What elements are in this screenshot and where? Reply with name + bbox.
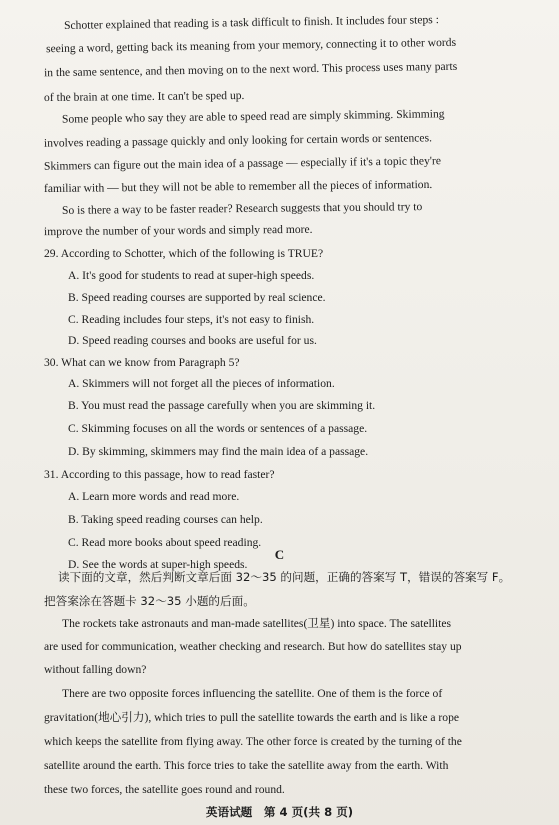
section-c-instruction-2: 把答案涂在答题卡 32～35 小题的后面。: [44, 594, 255, 608]
q30-option-d: D. By skimming, skimmers may find the main idea of a passage.: [68, 445, 369, 458]
p6-line-1: So is there a way to be faster reader? Research suggests that you should try to: [61, 200, 423, 217]
q31-stem: 31. According to this passage, how to read faster?: [44, 468, 275, 481]
q31-option-b: B. Taking speed reading courses can help.: [68, 513, 263, 526]
q29-option-a: A. It's good for students to read at super-high speeds.: [68, 269, 315, 282]
p5-line-3: Skimmers can figure out the main idea of a passage — especially if it's a topic they're: [43, 154, 442, 173]
q30-stem: 30. What can we know from Paragraph 5?: [44, 356, 240, 369]
q29-option-b: B. Speed reading courses are supported by real science.: [68, 291, 326, 304]
c-p2-line-5: these two forces, the satellite goes round and round.: [44, 783, 285, 796]
p4-line-2: seeing a word, getting back its meaning from your memory, connecting it to other words: [45, 35, 457, 56]
q29-stem: 29. According to Schotter, which of the following is TRUE?: [44, 247, 324, 260]
q31-option-c: C. Read more books about speed reading.: [68, 536, 262, 549]
q30-option-c: C. Skimming focuses on all the words or sentences of a passage.: [68, 422, 368, 435]
p4-line-1: Schotter explained that reading is a task difficult to finish. It includes four steps :: [63, 13, 439, 32]
p4-line-4: of the brain at one time. It can't be sped up.: [43, 88, 245, 105]
q30-option-a: A. Skimmers will not forget all the pieces of information.: [68, 377, 335, 390]
q31-option-d: D. See the words at super-high speeds.: [68, 558, 248, 571]
p4-line-3: in the same sentence, and then moving on to the next word. This process uses many parts: [43, 59, 458, 80]
c-p2-line-1: There are two opposite forces influencing the satellite. One of them is the force of: [62, 687, 443, 700]
q31-option-a: A. Learn more words and read more.: [68, 490, 240, 503]
p5-line-4: familiar with — but they will not be able to remember all the pieces of information.: [43, 177, 433, 196]
c-p1-line-3: without falling down?: [44, 663, 147, 676]
c-p2-line-2: gravitation(地心引力), which tries to pull the satellite towards the earth and is like a rope: [44, 711, 460, 724]
c-p2-line-4: satellite around the earth. This force tries to take the satellite away from the earth. With: [44, 759, 449, 772]
p6-line-2: improve the number of your words and simply read more.: [43, 222, 313, 239]
p5-line-1: Some people who say they are able to speed read are simply skimming. Skimming: [61, 107, 445, 126]
section-c-heading: C: [274, 547, 285, 562]
c-p1-line-1: The rockets take astronauts and man-made satellites(卫星) into space. The satellites: [62, 617, 452, 630]
q29-option-d: D. Speed reading courses and books are useful for us.: [68, 334, 317, 347]
p5-line-2: involves reading a passage quickly and only looking for certain words or sentences.: [43, 131, 433, 150]
q30-option-b: B. You must read the passage carefully when you are skimming it.: [68, 399, 376, 412]
page-footer: 英语试题 第 4 页(共 8 页): [205, 805, 354, 819]
section-c-instruction-1: 读下面的文章，然后判断文章后面 32～35 的问题，正确的答案写 T，错误的答案写 F。: [58, 570, 511, 584]
c-p1-line-2: are used for communication, weather checking and research. But how do satellites stay up: [44, 640, 462, 653]
q29-option-c: C. Reading includes four steps, it's not easy to finish.: [68, 313, 315, 326]
c-p2-line-3: which keeps the satellite from flying away. The other force is created by the turning of the: [44, 735, 462, 748]
